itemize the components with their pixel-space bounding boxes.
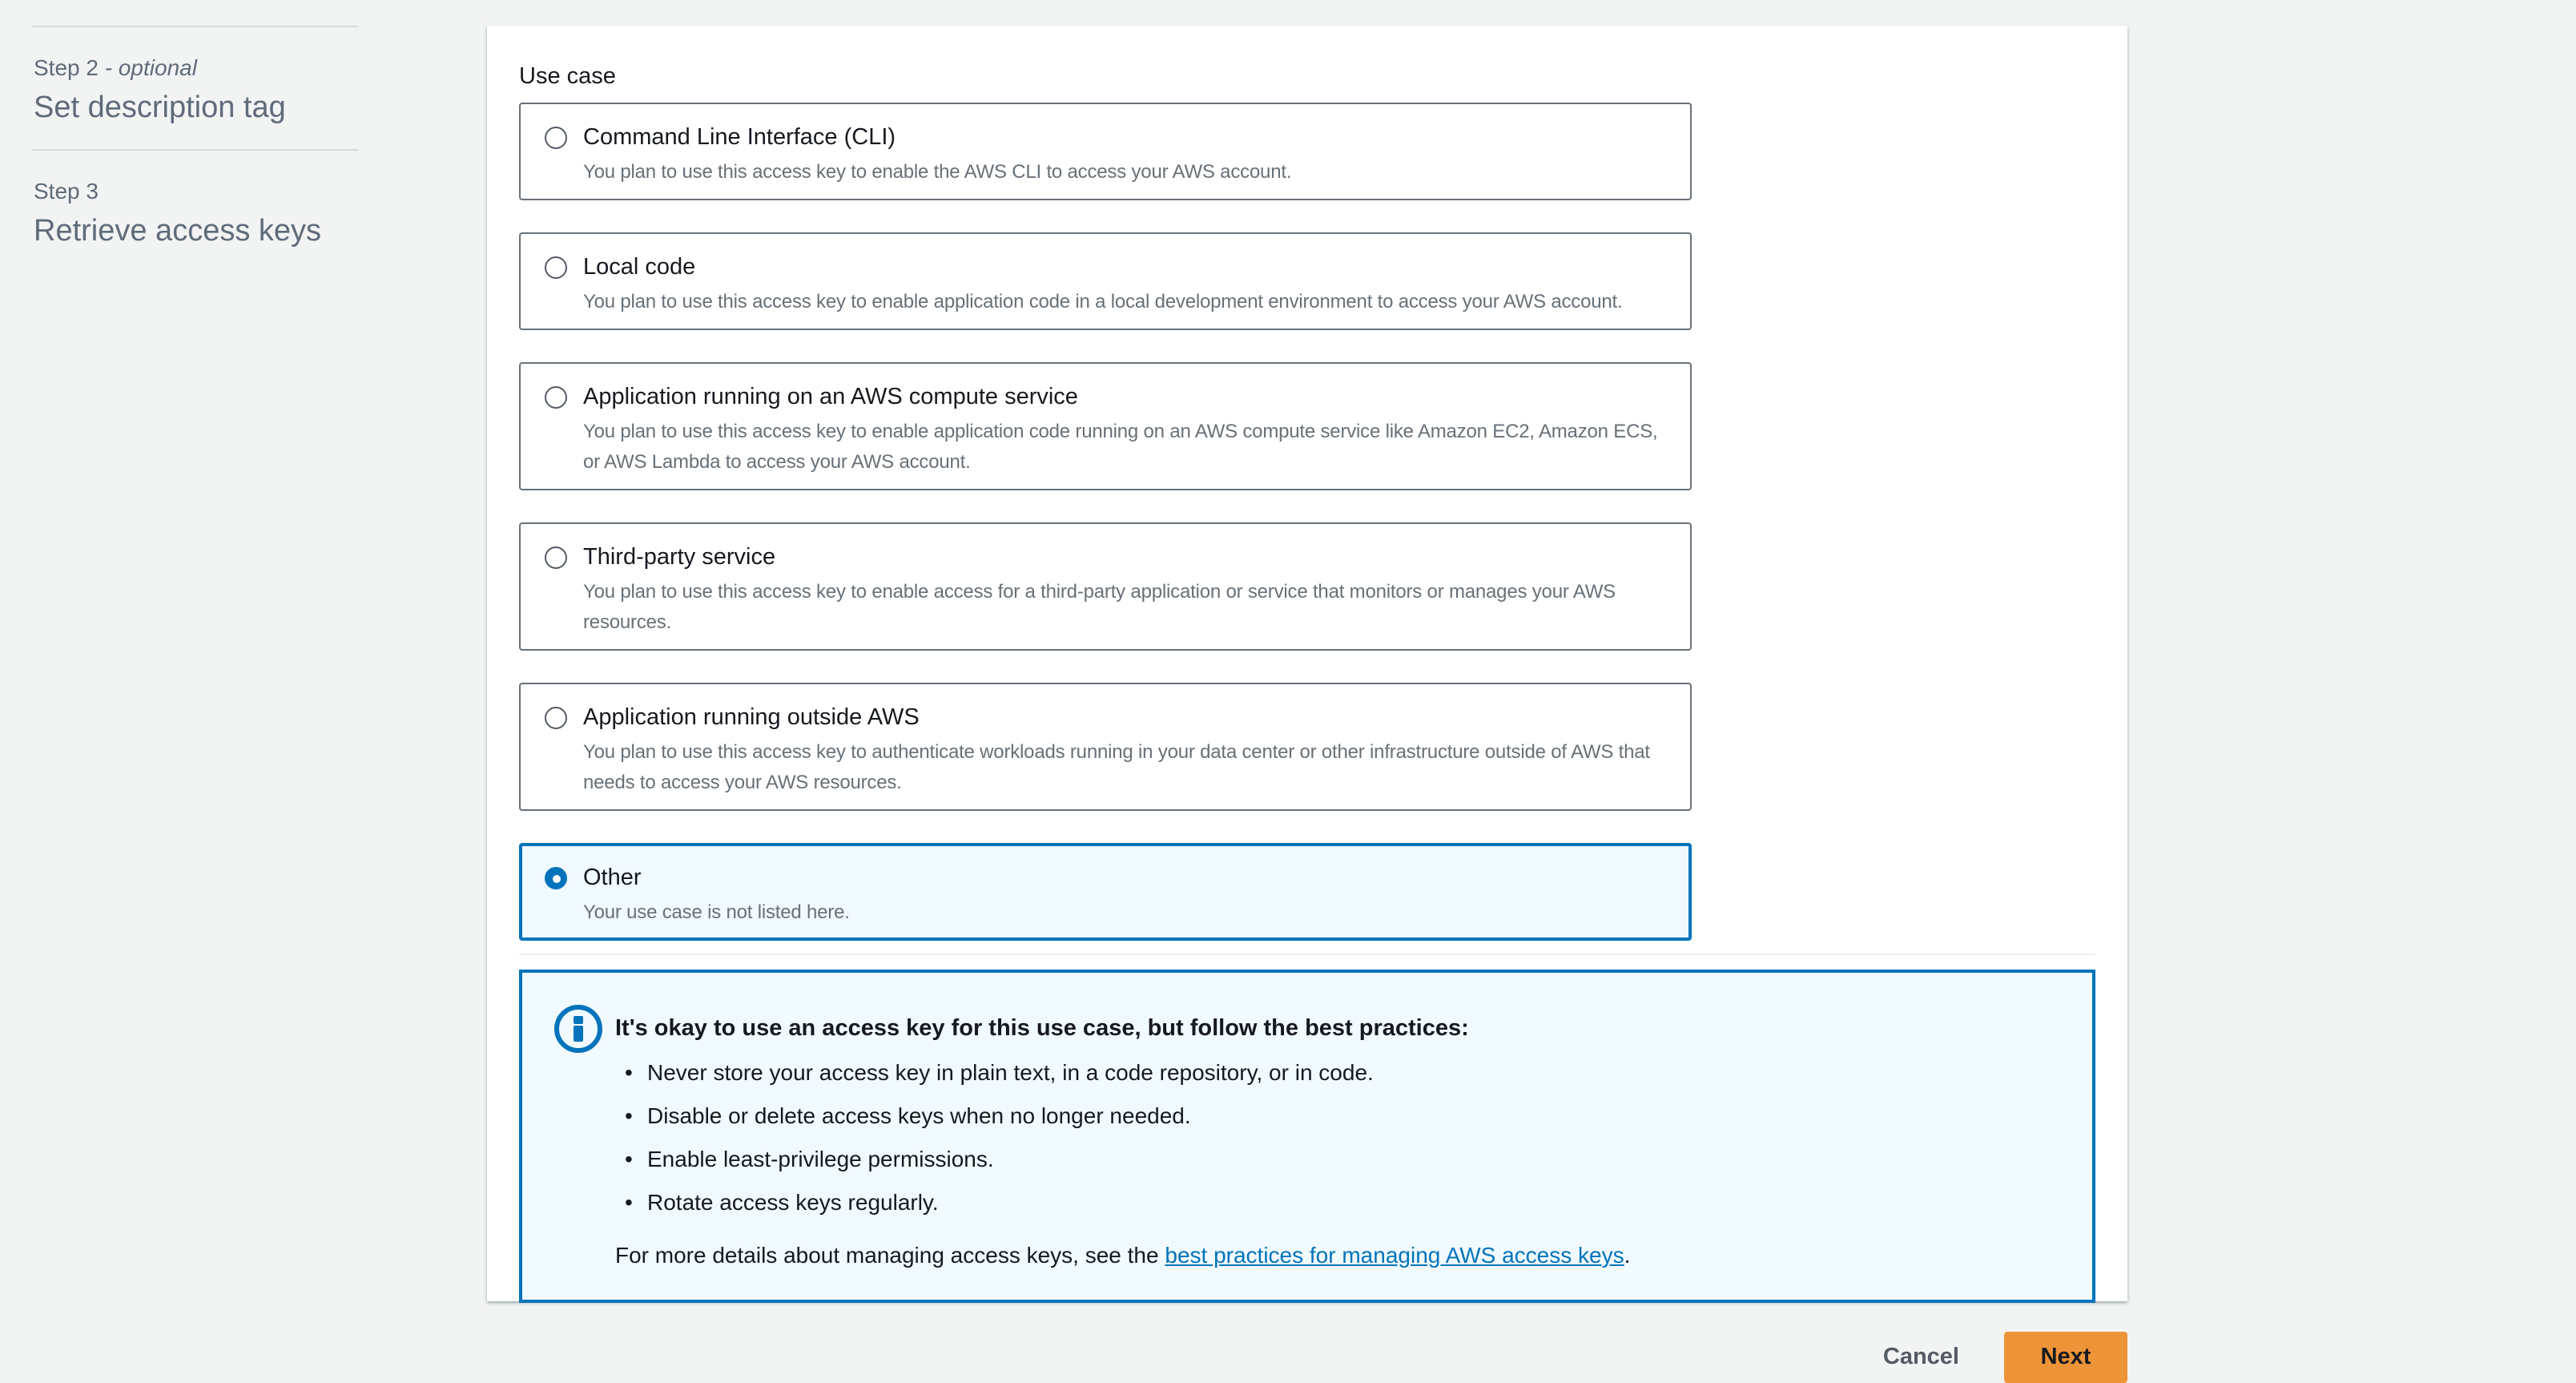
option-title: Other: [583, 865, 642, 891]
section-divider: [519, 954, 2095, 955]
use-case-card: [487, 26, 2127, 1301]
step-title[interactable]: Retrieve access keys: [34, 215, 322, 248]
alert-bullet: • Never store your access key in plain text, in a code repository, or in code.: [622, 1056, 2060, 1088]
alert-footer-suffix: .: [1624, 1242, 1631, 1268]
best-practices-link[interactable]: best practices for managing AWS access keys: [1165, 1242, 1624, 1268]
step-label: Step 2 - optional: [34, 54, 197, 80]
option-text: [583, 381, 1664, 478]
option-description: You plan to use this access key to authenticate workloads running in your data center or other infrastructure outside of AWS that needs to access your AWS resources.: [583, 740, 1650, 793]
next-button[interactable]: Next: [2004, 1331, 2127, 1382]
option-text: [583, 542, 1664, 638]
alert-bullet: • Rotate access keys regularly.: [622, 1186, 2060, 1218]
option-title: Application running on an AWS compute service: [583, 385, 1078, 410]
step-label: Step 3: [34, 178, 99, 204]
use-case-options: [519, 103, 1692, 941]
option-description: You plan to use this access key to enable the AWS CLI to access your AWS account.: [583, 160, 1292, 183]
info-alert: [519, 970, 2095, 1303]
wizard-step: [32, 151, 359, 272]
alert-bullet-list: [615, 1056, 2060, 1218]
use-case-option[interactable]: [519, 103, 1692, 200]
option-title: Command Line Interface (CLI): [583, 125, 896, 151]
option-description: You plan to use this access key to enable application code in a local development environment to access your AWS account.: [583, 290, 1623, 312]
footer-actions: [487, 1330, 2127, 1383]
alert-footer: [615, 1239, 2060, 1271]
option-title: Third-party service: [583, 545, 776, 571]
use-case-option[interactable]: [519, 232, 1692, 330]
option-text: [583, 122, 1291, 187]
radio-button[interactable]: [545, 707, 567, 729]
alert-heading: It's okay to use an access key for this use case, but follow the best practices:: [615, 1016, 1469, 1042]
option-title: Local code: [583, 255, 696, 280]
cancel-button[interactable]: Cancel: [1883, 1331, 1959, 1382]
alert-bullet: • Disable or delete access keys when no longer needed.: [622, 1099, 2060, 1131]
use-case-label: Use case: [519, 64, 616, 90]
option-text: [583, 252, 1623, 317]
radio-button[interactable]: [545, 127, 567, 149]
option-description: Your use case is not listed here.: [583, 901, 850, 923]
info-icon: [554, 1005, 602, 1053]
use-case-option[interactable]: [519, 522, 1692, 651]
alert-bullet: • Enable least-privilege permissions.: [622, 1143, 2060, 1175]
option-text: [583, 862, 850, 928]
option-title: Application running outside AWS: [583, 705, 920, 731]
alert-content: [615, 1005, 2060, 1271]
step-title[interactable]: Set description tag: [34, 91, 286, 125]
option-description: You plan to use this access key to enable application code running on an AWS compute service like Amazon EC2, Amazon ECS, or AWS Lambda to access your AWS account.: [583, 420, 1658, 473]
wizard-step: [32, 27, 359, 149]
wizard-steps-sidebar: [32, 0, 359, 272]
radio-button[interactable]: [545, 386, 567, 409]
option-description: You plan to use this access key to enable access for a third-party application or service that monitors or manages your AWS resources.: [583, 580, 1616, 633]
use-case-option[interactable]: [519, 843, 1692, 941]
radio-button[interactable]: [545, 546, 567, 569]
use-case-option[interactable]: [519, 362, 1692, 490]
use-case-option[interactable]: [519, 683, 1692, 811]
alert-footer-text: For more details about managing access keys, see the: [615, 1242, 1165, 1268]
radio-button[interactable]: [545, 867, 567, 889]
radio-button[interactable]: [545, 256, 567, 279]
option-text: [583, 702, 1664, 798]
